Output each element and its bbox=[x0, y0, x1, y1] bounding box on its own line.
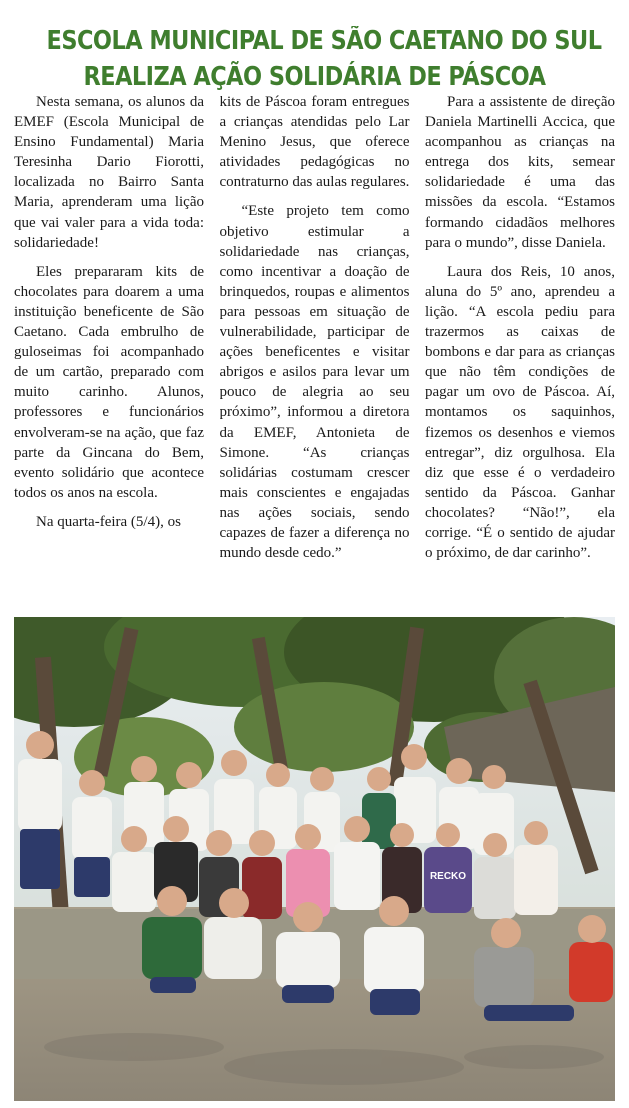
paragraph: Para a assistente de direção Daniela Martinelli Accica, que acompanhou as crianças na entrega dos kits, semear solidariedade é uma das missões da escola. “Estamos formando cidadãos melhores para o mundo”, disse Daniela. bbox=[425, 94, 615, 251]
article-column-3 bbox=[425, 92, 615, 604]
headline-line-2: REALIZA AÇÃO SOLIDÁRIA DE PÁSCOA bbox=[83, 62, 546, 93]
paragraph: Nesta semana, os alunos da EMEF (Escola Municipal de Ensino Fundamental) Maria Teresinha Dario Fiorotti, localizada no Bairro Santa Maria, aprenderam uma lição que vai valer para a vida toda: solidariedade! bbox=[14, 94, 204, 251]
shirt-print: RECKO bbox=[429, 871, 467, 882]
paragraph: Eles prepararam kits de chocolates para doarem a uma instituição beneficente de São Caetano. Cada embrulho de guloseimas foi acompanhado de um cartão, preparado com muito carinho. Alunos, professores e funcionários envolveram-se na ação, que faz parte da Gincana do Bem, evento solidário que acontece todos os anos na escola. bbox=[14, 263, 204, 501]
article-column-2 bbox=[220, 92, 410, 604]
group-photo bbox=[14, 617, 615, 1101]
paragraph: kits de Páscoa foram entregues a crianças atendidas pelo Lar Menino Jesus, que oferece atividades pedagógicas no contraturno das aulas regulares. bbox=[219, 94, 410, 191]
article-body bbox=[14, 92, 615, 604]
headline-line-1: ESCOLA MUNICIPAL DE SÃO CAETANO DO SUL bbox=[46, 26, 602, 57]
group-photo-illustration bbox=[14, 617, 615, 1101]
headline bbox=[46, 23, 602, 95]
paragraph: Na quarta-feira (5/4), os bbox=[36, 513, 181, 530]
paragraph: Laura dos Reis, 10 anos, aluna do 5º ano, aprendeu a lição. “A escola pediu para trazermos as caixas de bombons e dar para as crianças que não têm condições de pagar um ovo de Páscoa. Aí, montamos os saquinhos, fizemos os desenhos e viemos entregar”, diz orgulhosa. Ela diz que esse é o verdadeiro sentido da Páscoa. Ganhar chocolates? “Não!”, ela corrige. “É o sentido de ajudar o próximo, de dar carinho”. bbox=[425, 263, 615, 562]
paragraph: “Este projeto tem como objetivo estimular a solidariedade nas crianças, como incentivar a doação de brinquedos, roupas e alimentos para pessoas em situação de vulnerabilidade, participar de ações beneficentes e visitar abrigos e asilos para levar um pouco de alegria ao seu próximo”, informou a diretora da EMEF, Antonieta de Simone. “As crianças solidárias costumam crescer mais conscientes e engajadas nas ações sociais, sendo capazes de fazer a diferença no mundo desde cedo.” bbox=[219, 203, 410, 562]
article-column-1 bbox=[14, 92, 204, 604]
